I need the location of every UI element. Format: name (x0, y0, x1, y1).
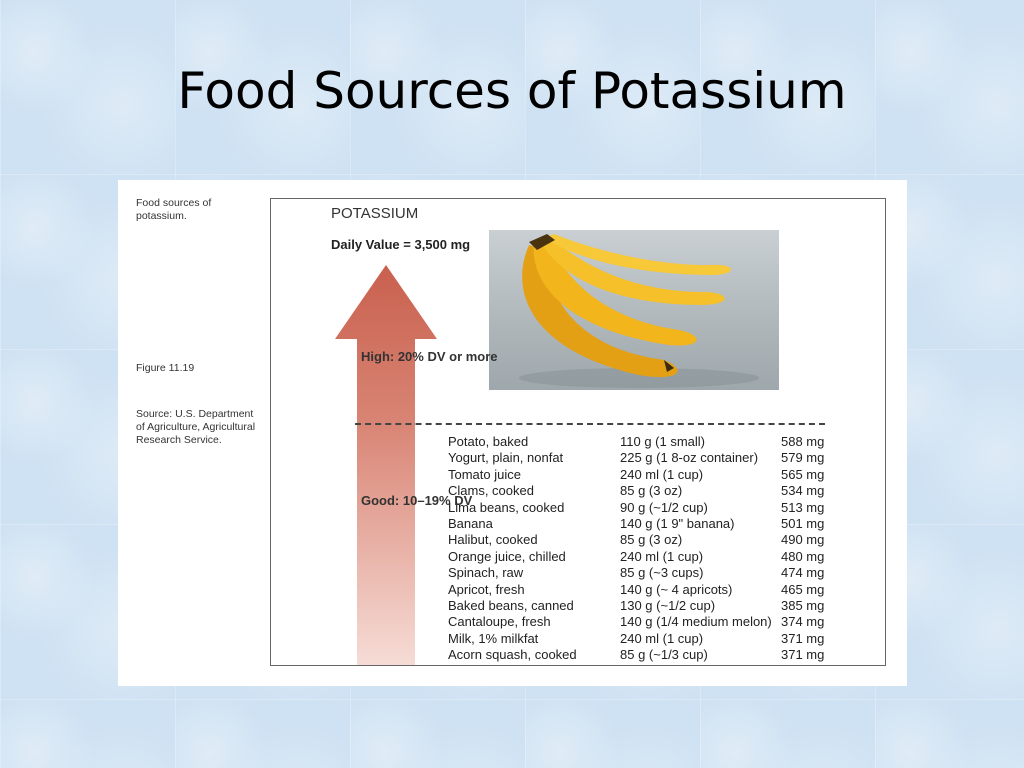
potassium-amount: 371 mg (781, 630, 825, 646)
figure-source: Source: U.S. Department of Agriculture, Agricultural Research Service. (136, 408, 256, 446)
potassium-amount: 534 mg (781, 483, 825, 499)
table-row (448, 434, 868, 450)
table-row (448, 598, 868, 614)
food-name: Spinach, raw (448, 565, 524, 581)
food-name: Potato, baked (448, 434, 529, 449)
table-row (448, 631, 868, 647)
serving-size: 85 g (3 oz) (620, 483, 683, 499)
potassium-amount: 513 mg (781, 499, 825, 515)
potassium-panel (270, 198, 886, 666)
food-name: Cantaloupe, fresh (448, 614, 551, 630)
potassium-amount: 480 mg (781, 548, 825, 564)
serving-size: 240 ml (1 cup) (620, 548, 704, 564)
food-name: Baked beans, canned (448, 598, 574, 613)
serving-size: 225 g (1 8-oz container) (620, 450, 759, 466)
slide-title: Food Sources of Potassium (177, 62, 847, 120)
food-name: Apricot, fresh (448, 581, 525, 597)
potassium-amount: 385 mg (781, 598, 825, 613)
potassium-amount: 579 mg (781, 450, 825, 466)
serving-size: 85 g (3 oz) (620, 532, 683, 548)
serving-size: 90 g (~1/2 cup) (620, 499, 708, 515)
banana-bunch-photo (489, 230, 779, 390)
banana-icon (489, 230, 779, 390)
potassium-amount: 374 mg (781, 614, 825, 630)
good-label: Good: 10–19% DV (361, 493, 473, 508)
potassium-amount: 588 mg (781, 434, 825, 449)
serving-size: 85 g (~3 cups) (620, 565, 704, 581)
potassium-amount: 501 mg (781, 516, 825, 531)
serving-size: 140 g (1 9" banana) (620, 516, 735, 531)
serving-size: 140 g (~ 4 apricots) (620, 581, 733, 597)
potassium-amount: 371 mg (781, 647, 825, 663)
dv-arrow (333, 265, 439, 665)
serving-size: 85 g (~1/3 cup) (620, 647, 708, 663)
table-row (448, 483, 868, 499)
food-name: Orange juice, chilled (448, 548, 566, 564)
serving-size: 140 g (1/4 medium melon) (620, 614, 772, 630)
panel-title: POTASSIUM (331, 205, 419, 222)
table-row (448, 450, 868, 466)
table-row (448, 516, 868, 532)
food-name: Lima beans, cooked (448, 499, 565, 515)
food-name: Milk, 1% milkfat (448, 630, 539, 646)
serving-size: 240 ml (1 cup) (620, 466, 704, 482)
table-row (448, 532, 868, 548)
figure-number: Figure 11.19 (136, 362, 195, 374)
figure-caption: Food sources of potassium. (136, 197, 212, 222)
daily-value: Daily Value = 3,500 mg (331, 237, 471, 252)
table-row (448, 582, 868, 598)
table-row (448, 614, 868, 630)
potassium-amount: 465 mg (781, 581, 825, 597)
food-name: Tomato juice (448, 466, 521, 482)
serving-size: 110 g (1 small) (620, 434, 706, 449)
serving-size: 130 g (~1/2 cup) (620, 598, 716, 613)
food-name: Halibut, cooked (448, 532, 538, 548)
food-name: Yogurt, plain, nonfat (448, 450, 564, 466)
table-row (448, 647, 868, 663)
potassium-amount: 565 mg (781, 466, 825, 482)
table-row (448, 565, 868, 581)
high-label: High: 20% DV or more (361, 349, 498, 364)
food-name: Banana (448, 516, 493, 531)
food-name: Acorn squash, cooked (448, 647, 577, 663)
table-row (448, 467, 868, 483)
serving-size: 240 ml (1 cup) (620, 630, 704, 646)
figure (118, 180, 907, 686)
table-row (448, 549, 868, 565)
potassium-amount: 474 mg (781, 565, 825, 581)
food-name: Clams, cooked (448, 483, 534, 499)
divider-line (355, 423, 825, 425)
table-row (448, 500, 868, 516)
potassium-amount: 490 mg (781, 532, 825, 548)
